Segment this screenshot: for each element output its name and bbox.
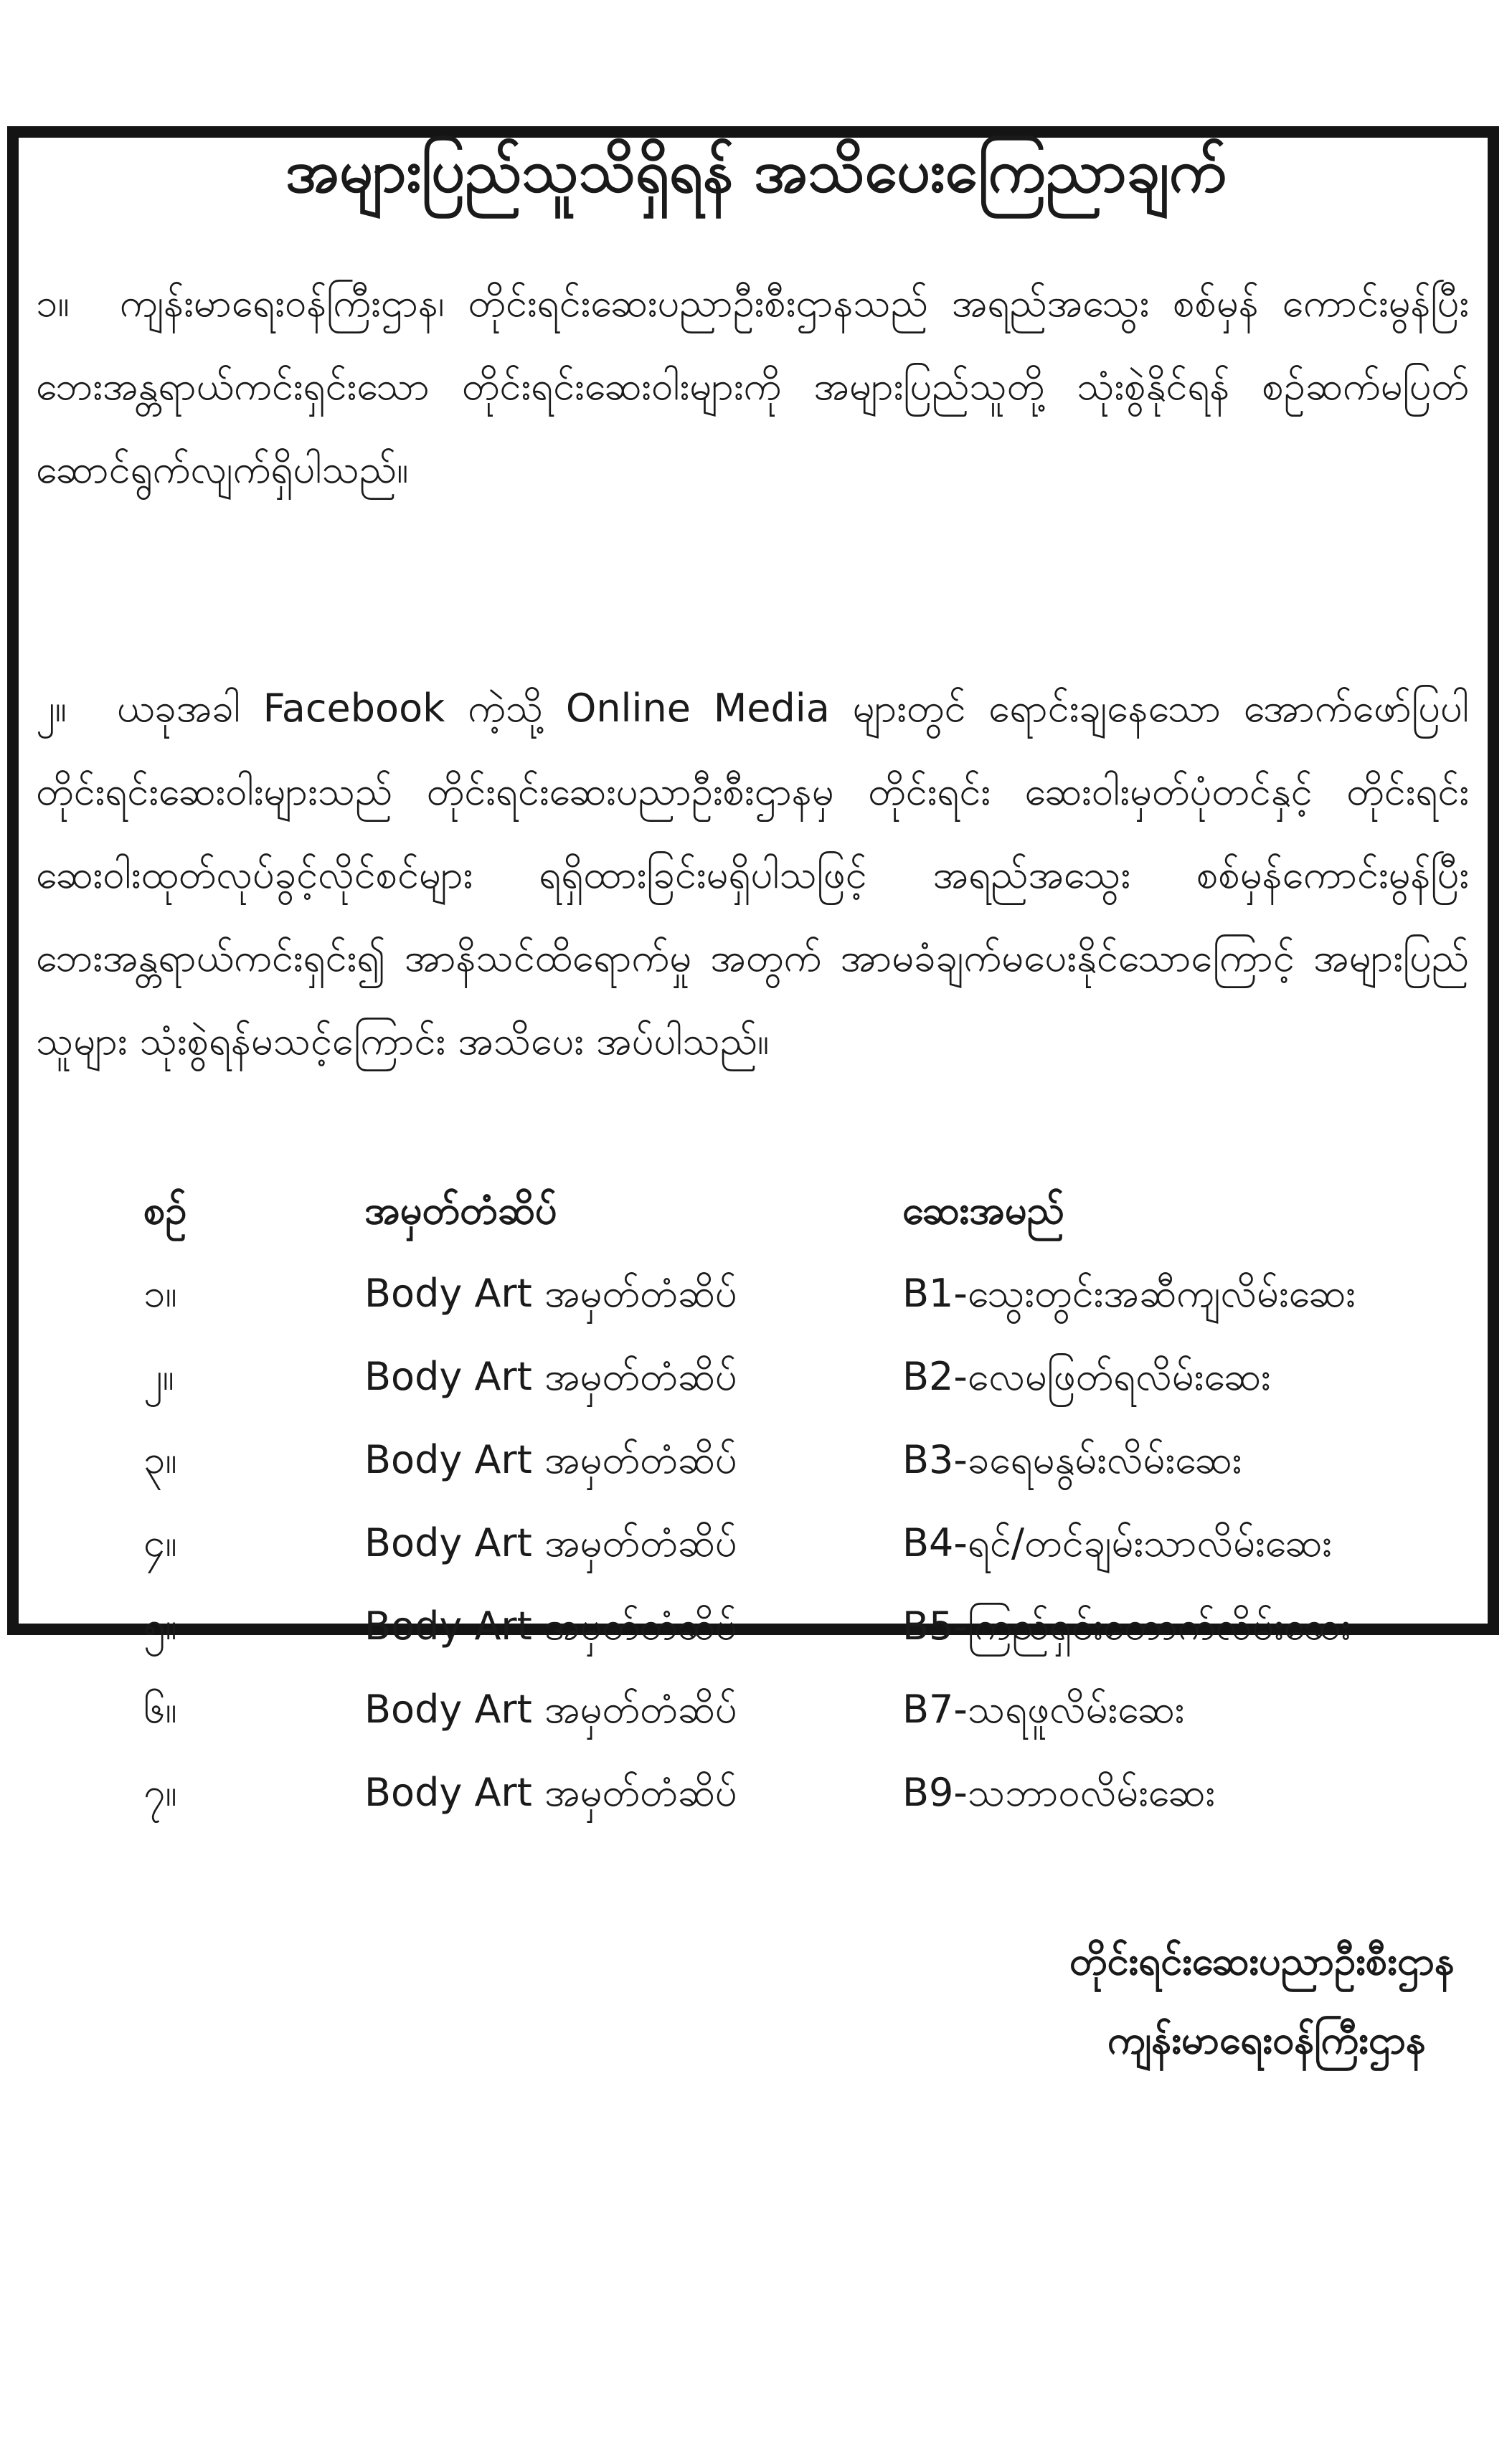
row-brand: Body Art အမှတ်တံဆိပ် <box>364 1437 737 1482</box>
paragraph-1-text: ကျန်းမာရေးဝန်ကြီးဌာန၊ တိုင်းရင်းဆေးပညာဦးစီးဌာနသည် အရည်အသွေး စစ်မှန် ကောင်းမွန်ပြီး ဘေးအန္တရာယ်ကင်းရှင်းသော တိုင်းရင်းဆေးဝါးများကို အများပြည်သူတို့ သုံးစွဲနိုင်ရန် စဉ်ဆက်မပြတ် ဆောင်ရွက်လျက်ရှိပါသည်။ <box>36 280 1469 492</box>
table-row <box>0 1252 1512 1335</box>
row-serial: ၇။ <box>143 1770 177 1815</box>
issuer-ministry: ကျန်းမာရေးဝန်ကြီးဌာန <box>1107 2017 1426 2062</box>
paragraph-2-number: ၂။ <box>36 686 67 731</box>
row-serial: ၃။ <box>143 1437 177 1482</box>
row-medicine-name: B2-လေမဖြတ်ရလိမ်းဆေး <box>902 1354 1271 1399</box>
row-medicine-name: B1-သွေးတွင်းအဆီကျလိမ်းဆေး <box>902 1271 1356 1316</box>
table-row <box>0 1335 1512 1418</box>
table-row <box>0 1585 1512 1668</box>
table-row <box>0 1502 1512 1585</box>
paragraph-1-number: ၁။ <box>36 280 70 326</box>
row-brand: Body Art အမှတ်တံဆိပ် <box>364 1520 737 1565</box>
header-serial: စဉ် <box>143 1188 187 1233</box>
table-row <box>0 1751 1512 1834</box>
paragraph-1 <box>36 262 1469 511</box>
row-brand: Body Art အမှတ်တံဆိပ် <box>364 1271 737 1316</box>
row-brand: Body Art အမှတ်တံဆိပ် <box>364 1687 737 1732</box>
row-medicine-name: B4-ရင်/တင်ချမ်းသာလိမ်းဆေး <box>902 1520 1332 1565</box>
table-row <box>0 1668 1512 1751</box>
row-medicine-name: B5-ကြည်ရှင်းတောက်လိမ်းဆေး <box>902 1603 1351 1649</box>
header-brand: အမှတ်တံဆိပ် <box>364 1188 557 1233</box>
table-row <box>0 1418 1512 1502</box>
table-header-row <box>0 1169 1512 1252</box>
row-serial: ၁။ <box>143 1271 177 1316</box>
issuer-signature-block <box>1069 1922 1455 2080</box>
row-medicine-name: B9-သဘာဝလိမ်းဆေး <box>902 1770 1215 1815</box>
paragraph-2 <box>36 667 1469 1083</box>
header-medicine-name: ဆေးအမည် <box>902 1188 1064 1233</box>
issuer-department: တိုင်းရင်းဆေးပညာဦးစီးဌာန <box>1069 1938 1455 1984</box>
row-brand: Body Art အမှတ်တံဆိပ် <box>364 1603 737 1649</box>
row-serial: ၅။ <box>143 1603 177 1649</box>
notice-title: အများပြည်သူသိရှိရန် အသိပေးကြေညာချက် <box>285 138 1227 206</box>
row-serial: ၄။ <box>143 1520 177 1565</box>
row-serial: ၆။ <box>143 1687 177 1732</box>
row-brand: Body Art အမှတ်တံဆိပ် <box>364 1354 737 1399</box>
paragraph-2-text: ယခုအခါ Facebook ကဲ့သို့ Online Media များတွင် ရောင်းချနေသော အောက်ဖော်ပြပါ တိုင်းရင်းဆေးဝါးများသည် တိုင်းရင်းဆေးပညာဦးစီးဌာနမှ တိုင်းရင်း ဆေးဝါးမှတ်ပုံတင်နှင့် တိုင်းရင်းဆေးဝါးထုတ်လုပ်ခွင့်လိုင်စင်များ ရရှိထားခြင်းမရှိပါသဖြင့် အရည်အသွေး စစ်မှန်ကောင်းမွန်ပြီး ဘေးအန္တရာယ်ကင်းရှင်း၍ အာနိသင်ထိရောက်မှု အတွက် အာမခံချက်မပေးနိုင်သောကြောင့် အများပြည်သူများ သုံးစွဲရန်မသင့်ကြောင်း အသိပေး အပ်ပါသည်။ <box>36 686 1469 1063</box>
row-medicine-name: B3-ခရေမနွမ်းလိမ်းဆေး <box>902 1437 1242 1482</box>
row-serial: ၂။ <box>143 1354 174 1399</box>
row-brand: Body Art အမှတ်တံဆိပ် <box>364 1770 737 1815</box>
row-medicine-name: B7-သရဖူလိမ်းဆေး <box>902 1687 1185 1732</box>
